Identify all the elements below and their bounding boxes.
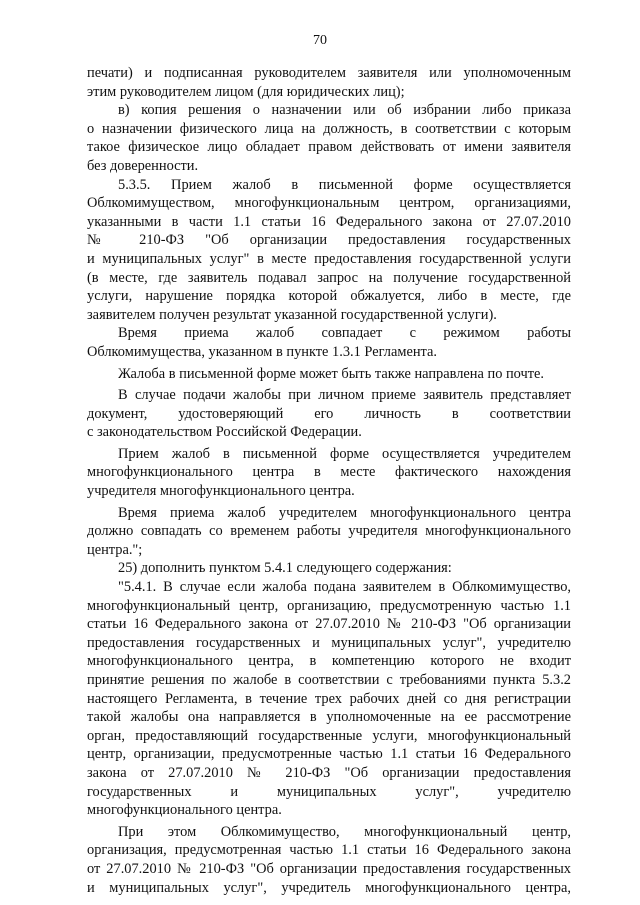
text-line: должно совпадать со временем работы учредителя многофункционального: [87, 523, 571, 540]
text-line: закона от 27.07.2010 № 210-ФЗ "Об организации предоставления: [87, 764, 571, 781]
text-line: Время приема жалоб совпадает с режимом работы: [118, 325, 571, 342]
text-line: Облкомимуществом, многофункциональным центром, организациями,: [87, 195, 571, 212]
text-line: "5.4.1. В случае если жалоба подана заявителем в Облкомимущество,: [118, 579, 571, 596]
text-line: 5.3.5. Прием жалоб в письменной форме осуществляется: [118, 176, 571, 193]
text-line: принятие решения по жалобе в соответствии с требованиями пункта 5.3.2: [87, 672, 571, 688]
text-line: Жалоба в письменной форме может быть также направлена по почте.: [118, 365, 545, 382]
text-line: статьи 16 Федерального закона от 27.07.2010 № 210-ФЗ "Об организации: [87, 616, 571, 633]
text-line: документ, удостоверяющий его личность в соответствии: [87, 405, 571, 422]
text-line: от 27.07.2010 № 210-ФЗ "Об организации предоставления государственных: [87, 860, 571, 877]
text-line: (в месте, где заявитель подавал запрос на получение государственной: [87, 269, 571, 286]
text-line: услуги, нарушение порядка которой обжалуется, либо в месте, где: [87, 288, 571, 305]
text-line: этим руководителем лицом (для юридических лиц);: [87, 83, 405, 100]
text-line: заявителем получен результат указанной государственной услуги).: [87, 306, 497, 323]
text-line: Время приема жалоб учредителем многофункционального центра: [118, 504, 571, 521]
text-line: настоящего Регламента, в течение трех рабочих дней со дня регистрации: [87, 690, 571, 707]
text-line: государственных и муниципальных услуг", учредителю: [87, 783, 571, 800]
text-line: многофункционального центра, в компетенцию которого не входит: [87, 653, 571, 670]
text-line: без доверенности.: [87, 157, 199, 174]
text-line: многофункционального центра в месте фактического нахождения: [87, 464, 571, 481]
text-line: в) копия решения о назначении или об избрании либо приказа: [118, 102, 571, 119]
text-line: указанными в части 1.1 статьи 16 Федерального закона от 27.07.2010: [87, 213, 571, 230]
text-line: такое физическое лицо обладает правом действовать от имени заявителя: [87, 139, 571, 156]
text-line: с законодательством Российской Федерации.: [87, 424, 362, 441]
text-line: 25) дополнить пунктом 5.4.1 следующего содержания:: [118, 560, 452, 577]
text-line: о назначении физического лица на должность, в соответствии с которым: [87, 120, 571, 137]
text-line: многофункциональный центр, организацию, предусмотренную частью 1.1: [87, 597, 571, 614]
text-line: центр, организации, предусмотренные частью 1.1 статьи 16 Федерального: [87, 746, 571, 763]
text-line: организация, предусмотренная частью 1.1 статьи 16 Федерального закона: [87, 842, 571, 859]
text-line: орган, предоставляющий государственные услуги, многофункциональный: [87, 727, 571, 744]
text-line: № 210-ФЗ "Об организации предоставления государственных: [87, 232, 571, 249]
page-number: 70: [313, 33, 327, 48]
text-line: учредителя многофункционального центра.: [87, 483, 355, 500]
text-line: центра.";: [87, 541, 143, 558]
text-line: печати) и подписанная руководителем заявителя или уполномоченным: [87, 65, 571, 81]
text-line: В случае подачи жалобы при личном приеме заявитель представляет: [118, 387, 571, 404]
text-line: Прием жалоб в письменной форме осуществляется учредителем: [118, 445, 571, 462]
text-line: При этом Облкомимущество, многофункциональный центр,: [118, 823, 571, 840]
text-line: предоставления государственных и муниципальных услуг", учредителю: [87, 634, 571, 651]
text-line: и муниципальных услуг" в месте предоставления государственной услуги: [87, 250, 571, 267]
text-line: многофункционального центра.: [87, 802, 282, 819]
text-line: такой жалобы она направляется в уполномоченные на ее рассмотрение: [87, 709, 571, 726]
document-body: [87, 64, 571, 897]
text-line: и муниципальных услуг", учредитель многофункционального центра,: [87, 879, 571, 896]
text-line: Облкомимущества, указанном в пункте 1.3.1 Регламента.: [87, 343, 438, 360]
